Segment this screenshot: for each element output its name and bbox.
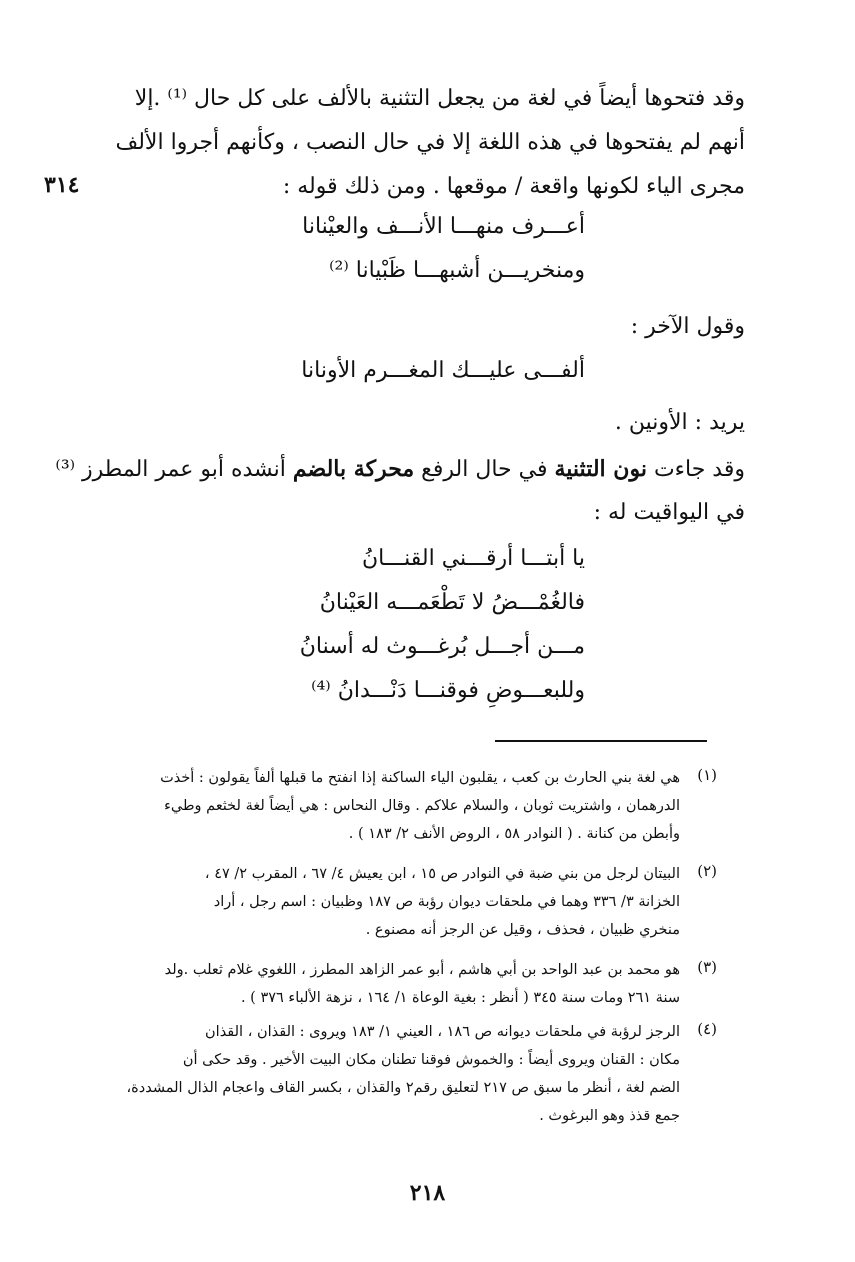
paragraph-1-line-3: مجرى الياء لكونها واقعة / موقعها . ومن ذلك قوله : bbox=[282, 174, 745, 199]
verse-3-line-4: وللبعـــوضِ فوقنـــا دَنْـــدانُ ⁽⁴⁾ bbox=[311, 678, 585, 703]
footnote-2 bbox=[40, 860, 680, 944]
paragraph-1-line-2: أنهم لم يفتحوها في هذه اللغة إلا في حال النصب ، وكأنهم أجروا الألف bbox=[115, 130, 745, 155]
p4-text-3: أنشده أبو عمر المطرز ⁽³⁾ bbox=[55, 457, 293, 482]
p4-bold-1: نون التثنية bbox=[554, 456, 647, 482]
verse-3-line-3: مـــن أجـــل بُرغـــوث له أسنانُ bbox=[299, 634, 585, 659]
footnote-line: البيتان لرجل من بني ضبة في النوادر ص ١٥ ، ابن يعيش ٤/ ٦٧ ، المقرب ٢/ ٤٧ ، bbox=[204, 866, 680, 882]
footnote-line: منخري ظبيان ، فحذف ، وقيل عن الرجز أنه مصنوع . bbox=[365, 922, 680, 938]
footnote-line: الدرهمان ، واشتريت ثوبان ، والسلام علاكم . وقال النحاس : هي أيضاً لغة لخثعم وطيء bbox=[164, 798, 680, 814]
footnote-line: مكان : القنان ويروى أيضاً : والخموش فوقنا تطنان مكان البيت الأخير . وقد حكى أن bbox=[182, 1052, 680, 1068]
footnote-line: هو محمد بن عبد الواحد بن أبي هاشم ، أبو عمر الزاهد المطرز ، اللغوي غلام ثعلب .ولد bbox=[164, 962, 680, 978]
verse-3-line-2: فالغُمْـــضُ لا تَطْعَمـــه العَيْنانُ bbox=[319, 590, 585, 615]
footnote-line: جمع قذذ وهو البرغوث . bbox=[539, 1108, 680, 1124]
footnote-4 bbox=[40, 1018, 680, 1130]
footnote-line: الخزانة ٣/ ٣٣٦ وهما في ملحقات ديوان رؤبة ص ١٨٧ وظبيان : اسم رجل ، أراد bbox=[213, 894, 680, 910]
footnote-line: الضم لغة ، أنظر ما سبق ص ٢١٧ لتعليق رقم٢ والقذان ، بكسر القاف واعجام الذال المشددة، bbox=[126, 1080, 680, 1096]
footnote-line: سنة ٢٦١ ومات سنة ٣٤٥ ( أنظر : بغية الوعاة ١/ ١٦٤ ، نزهة الألباء ٣٧٦ ) . bbox=[240, 990, 680, 1006]
footnote-3 bbox=[40, 956, 680, 1012]
verse-3-line-1: يا أبتـــا أرقـــني القنـــانُ bbox=[361, 546, 585, 571]
paragraph-4-line-1 bbox=[55, 454, 745, 485]
footnote-4-number: (٤) bbox=[697, 1020, 717, 1038]
paragraph-3: يريد : الأونين . bbox=[614, 410, 745, 435]
footnote-line: وأبطن من كنانة . ( النوادر ٥٨ ، الروض الأنف ٢/ ١٨٣ ) . bbox=[348, 826, 680, 842]
footnote-line: هي لغة بني الحارث بن كعب ، يقلبون الياء الساكنة إذا انفتح ما قبلها ألفاً يقولون : أخذت bbox=[160, 770, 680, 786]
footnote-2-number: (٢) bbox=[697, 862, 717, 880]
page-number: ٢١٨ bbox=[409, 1180, 446, 1206]
footnote-3-number: (٣) bbox=[697, 958, 717, 976]
verse-1-line-2: ومنخريـــن أشبهـــا ظَبْيانا ⁽²⁾ bbox=[329, 258, 585, 283]
margin-page-number: ٣١٤ bbox=[44, 172, 80, 198]
p4-text-1: وقد جاءت bbox=[646, 457, 745, 482]
paragraph-2: وقول الآخر : bbox=[630, 314, 745, 339]
p4-text-2: في حال الرفع bbox=[414, 457, 555, 482]
footnote-1-number: (١) bbox=[697, 766, 717, 784]
footnote-separator bbox=[495, 740, 707, 742]
paragraph-1-line-1: وقد فتحوها أيضاً في لغة من يجعل التثنية بالألف على كل حال ⁽¹⁾ .إلا bbox=[134, 86, 745, 111]
p4-bold-2: محركة بالضم bbox=[292, 456, 415, 482]
footnote-line: الرجز لرؤبة في ملحقات ديوانه ص ١٨٦ ، العيني ١/ ١٨٣ ويروى : القذان ، القذان bbox=[205, 1024, 680, 1040]
footnote-1 bbox=[40, 764, 680, 848]
verse-2: ألفـــى عليـــك المغـــرم الأونانا bbox=[301, 358, 585, 383]
paragraph-4-line-2: في اليواقيت له : bbox=[593, 500, 745, 525]
verse-1-line-1: أعـــرف منهـــا الأنـــف والعيْنانا bbox=[302, 214, 585, 239]
